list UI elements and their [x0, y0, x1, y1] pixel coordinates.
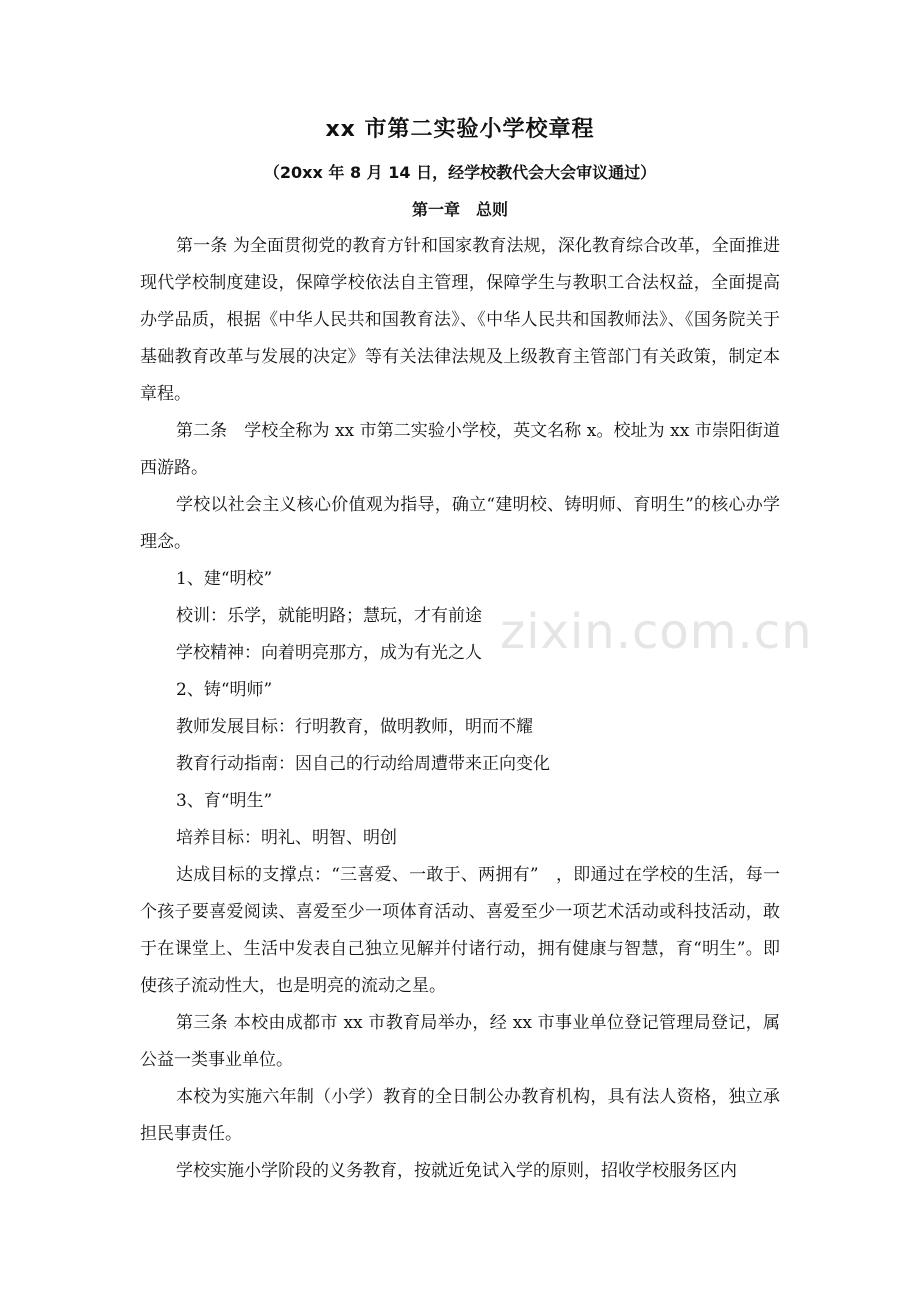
support-points-paragraph: 达成目标的支撑点：“三喜爱、一敢于、两拥有” ，即通过在学校的生活，每一个孩子要喜爱阅读、喜爱至少一项体育活动、喜爱至少一项艺术活动或科技活动，敢于在课堂上、生活中发表自己独立见解并付诸行动，拥有健康与智慧，育“明生”。即使孩子流动性大，也是明亮的流动之星。 — [140, 865, 780, 996]
watermark: zixin.com.cn — [500, 604, 813, 660]
article-3-paragraph: 第三条 本校由成都市 xx 市教育局举办，经 xx 市事业单位登记管理局登记，属公益一类事业单位。 — [140, 1013, 780, 1070]
core-philosophy-paragraph: 学校以社会主义核心价值观为指导，确立“建明校、铸明师、育明生”的核心办学理念。 — [140, 495, 780, 552]
article-1-paragraph: 第一条 为全面贯彻党的教育方针和国家教育法规，深化教育综合改革，全面推进现代学校制度建设，保障学校依法自主管理，保障学生与教职工合法权益，全面提高办学品质，根据《中华人民共和国教育法》、《中华人民共和国教师法》、《国务院关于基础教育改革与发展的决定》等有关法律法规及上级教育主管部门有关政策，制定本章程。 — [140, 236, 780, 404]
document-title: xx 市第二实验小学校章程 — [325, 117, 595, 142]
chapter-heading: 第一章 总则 — [411, 200, 508, 219]
school-spirit: 学校精神：向着明亮那方，成为有光之人 — [176, 643, 482, 663]
school-motto: 校训：乐学，就能明路；慧玩，才有前途 — [176, 606, 482, 626]
teacher-development-goal: 教师发展目标：行明教育，做明教师，明而不耀 — [176, 717, 533, 737]
training-goal: 培养目标：明礼、明智、明创 — [176, 828, 397, 848]
document-body — [140, 228, 780, 1190]
list-item-build-school: 1、建“明校” — [176, 569, 273, 589]
education-action-guide: 教育行动指南：因自己的行动给周遭带来正向变化 — [176, 754, 550, 774]
article-2-paragraph: 第二条 学校全称为 xx 市第二实验小学校，英文名称 x。校址为 xx 市崇阳街道西游路。 — [140, 421, 780, 478]
legal-status-paragraph: 本校为实施六年制（小学）教育的全日制公办教育机构，具有法人资格，独立承担民事责任。 — [140, 1087, 780, 1144]
enrollment-paragraph: 学校实施小学阶段的义务教育，按就近免试入学的原则，招收学校服务区内 — [176, 1161, 737, 1181]
list-item-forge-teachers: 2、铸“明师” — [176, 680, 273, 700]
list-item-nurture-students: 3、育“明生” — [176, 791, 273, 811]
document-subtitle: （20xx 年 8 月 14 日，经学校教代会大会审议通过） — [263, 163, 657, 182]
